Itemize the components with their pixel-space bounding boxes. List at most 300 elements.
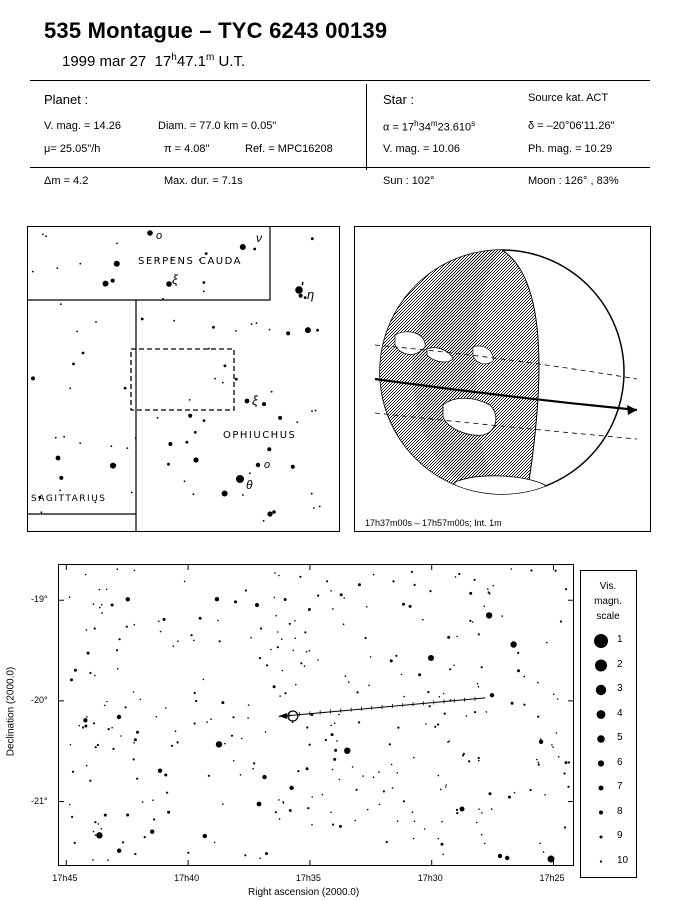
greek-theta: θ	[246, 478, 253, 492]
field-star	[565, 588, 567, 590]
field-star	[568, 761, 570, 763]
field-star	[266, 664, 268, 666]
field-star	[469, 592, 472, 595]
field-star	[348, 681, 350, 683]
field-star	[98, 823, 100, 825]
planet-mu: μ= 25.05"/h	[44, 143, 101, 155]
finder-star	[42, 234, 44, 236]
finder-bright-star	[256, 463, 260, 467]
finder-star	[40, 511, 42, 513]
field-star	[555, 570, 557, 572]
field-star	[150, 830, 154, 834]
field-star	[199, 617, 202, 620]
finder-star	[305, 327, 311, 333]
field-star	[560, 620, 562, 622]
field-star	[101, 612, 103, 614]
field-star	[262, 775, 266, 779]
field-star	[373, 574, 375, 576]
field-star	[484, 605, 486, 607]
field-star	[279, 695, 281, 697]
field-star	[505, 856, 509, 860]
field-star	[501, 615, 503, 617]
field-star	[224, 743, 226, 745]
field-star	[413, 757, 415, 759]
field-star	[517, 669, 520, 672]
field-star	[546, 642, 548, 644]
field-star	[106, 589, 108, 591]
field-star	[99, 589, 101, 591]
field-star	[104, 814, 107, 817]
field-star	[93, 722, 95, 724]
bright-field-star	[460, 807, 465, 812]
field-star	[565, 761, 568, 764]
field-star	[397, 727, 399, 729]
scale-magnitude-label: 2	[617, 658, 623, 670]
alpha-h-sup: h	[414, 119, 419, 128]
field-star	[107, 859, 109, 861]
field-star	[317, 659, 319, 661]
field-star	[253, 762, 255, 764]
field-star	[311, 824, 313, 826]
field-star	[177, 741, 179, 743]
field-star	[294, 620, 296, 622]
field-star	[537, 716, 539, 718]
field-star	[231, 735, 233, 737]
field-star	[94, 675, 96, 677]
finder-star	[124, 387, 127, 390]
finder-star	[311, 410, 313, 412]
field-star	[478, 808, 480, 810]
finder-star	[72, 363, 75, 366]
field-star	[370, 656, 372, 658]
planet-parallax: π = 4.08"	[164, 143, 210, 155]
field-star	[362, 775, 364, 777]
planet-heading: Planet :	[44, 92, 89, 107]
field-star	[278, 575, 280, 577]
x-tick-label: 17h35	[295, 873, 321, 883]
greek-xi-ophiuchus: ξ	[252, 393, 258, 408]
scale-dot	[599, 786, 604, 791]
summary-rule	[30, 167, 650, 168]
max-duration: Max. dur. = 7.1s	[164, 175, 243, 187]
field-star	[112, 748, 114, 750]
field-star	[133, 742, 135, 744]
star-source: Source kat. ACT	[528, 92, 609, 104]
detail-chart-svg	[59, 565, 573, 865]
field-star	[339, 825, 342, 828]
field-star	[233, 760, 235, 762]
field-star	[84, 725, 87, 728]
field-star	[344, 748, 350, 754]
field-star	[365, 637, 367, 639]
scale-magnitude-label: 8	[617, 805, 623, 817]
finder-star	[114, 261, 120, 267]
scale-dot	[600, 860, 602, 862]
field-star	[275, 615, 277, 617]
field-star	[265, 852, 268, 855]
field-star	[265, 731, 267, 733]
field-star	[252, 768, 254, 770]
field-star	[551, 744, 553, 746]
bright-field-star	[117, 715, 121, 719]
field-star	[331, 733, 334, 736]
field-star	[429, 705, 431, 707]
finder-star	[249, 472, 251, 474]
star-phmag: Ph. mag. = 10.29	[528, 143, 613, 155]
scale-dots	[581, 571, 635, 876]
field-star	[332, 608, 334, 610]
sun-elongation: Sun : 102°	[383, 175, 435, 187]
field-star	[277, 646, 279, 648]
field-star	[383, 790, 385, 792]
field-star	[82, 726, 84, 728]
field-star	[458, 573, 460, 575]
field-star	[284, 692, 286, 694]
field-star	[334, 723, 336, 725]
bright-field-star	[257, 802, 262, 807]
finder-star	[286, 331, 290, 335]
greek-omicron-ophiuchus: o	[264, 459, 271, 471]
finder-star	[242, 494, 244, 496]
field-star	[158, 621, 160, 623]
field-star	[434, 726, 436, 728]
field-star	[414, 821, 416, 823]
field-star	[538, 764, 540, 766]
field-star	[187, 852, 189, 854]
scale-magnitude-label: 1	[617, 634, 623, 645]
field-star	[89, 780, 91, 782]
x-tick-label: 17h30	[417, 873, 443, 883]
finder-star	[185, 441, 188, 444]
field-star	[289, 786, 293, 790]
field-star	[184, 581, 186, 583]
finder-star	[194, 431, 197, 434]
field-star	[392, 580, 394, 582]
field-star	[397, 772, 399, 774]
field-star	[544, 794, 546, 796]
field-star	[206, 721, 208, 723]
field-star	[120, 735, 122, 737]
field-star	[558, 756, 560, 758]
scale-magnitude-label: 9	[617, 830, 623, 841]
field-star	[403, 696, 405, 698]
info-divider	[366, 84, 367, 170]
finder-star	[95, 321, 97, 323]
field-star	[247, 717, 249, 719]
field-star	[164, 774, 167, 777]
field-star	[358, 583, 361, 586]
field-star	[481, 812, 483, 814]
alpha-seconds: 23.610	[437, 121, 472, 134]
field-star	[94, 821, 96, 823]
field-star	[536, 759, 538, 761]
field-star	[111, 727, 113, 729]
field-star	[468, 760, 470, 762]
field-star	[334, 749, 337, 752]
finder-star	[235, 378, 238, 381]
finder-star	[45, 235, 47, 237]
field-star	[427, 691, 429, 693]
field-star	[455, 576, 457, 578]
field-star	[354, 820, 356, 822]
finder-star	[222, 491, 228, 497]
finder-star	[203, 419, 206, 422]
field-star	[456, 636, 458, 638]
finder-star	[302, 282, 304, 284]
field-star	[356, 691, 358, 693]
finder-star	[168, 442, 172, 446]
detail-chart	[58, 564, 574, 866]
field-star	[425, 723, 427, 725]
field-star	[104, 705, 106, 707]
field-star	[177, 640, 179, 642]
finder-star	[76, 331, 78, 333]
field-star	[429, 590, 431, 592]
field-star	[214, 842, 216, 844]
finder-star	[32, 271, 34, 273]
finder-star	[224, 364, 227, 367]
finder-star	[167, 463, 170, 466]
field-star	[158, 769, 162, 773]
field-star	[175, 730, 177, 732]
finder-star	[311, 237, 314, 240]
field-star	[484, 843, 486, 845]
field-star	[309, 744, 311, 746]
finder-star	[296, 421, 298, 423]
scale-dot	[600, 836, 603, 839]
night-hemisphere	[355, 250, 539, 494]
globe-svg	[355, 227, 650, 531]
field-star	[232, 716, 234, 718]
field-star	[478, 760, 480, 762]
field-star	[411, 571, 413, 573]
field-star	[193, 640, 195, 642]
finder-star	[55, 437, 57, 439]
finder-star	[240, 244, 246, 250]
field-star	[442, 854, 444, 856]
field-star	[134, 570, 136, 572]
field-star	[389, 743, 391, 745]
globe-caption: 17h37m00s – 17h57m00s; Int. 1m	[365, 518, 502, 528]
event-date: 1999 mar 27	[62, 53, 147, 70]
field-star	[437, 723, 439, 725]
field-star	[203, 679, 205, 681]
field-star	[330, 590, 332, 592]
finder-star	[311, 493, 313, 495]
field-star	[336, 740, 338, 742]
header-rule	[30, 80, 650, 81]
field-star	[443, 693, 445, 695]
finder-star	[189, 399, 191, 401]
field-star	[165, 707, 167, 709]
field-star	[530, 789, 532, 791]
field-star	[86, 629, 88, 631]
finder-star	[256, 322, 258, 324]
star-delta: δ = –20°06'11.26"	[528, 120, 615, 132]
field-star	[274, 572, 276, 574]
finder-star	[184, 480, 186, 482]
field-star	[397, 820, 399, 822]
field-star	[345, 675, 347, 677]
field-star	[438, 838, 440, 840]
field-star	[340, 593, 343, 596]
asteroid-track	[279, 697, 485, 721]
field-star	[474, 711, 476, 713]
field-star	[108, 728, 110, 730]
field-star	[74, 669, 77, 672]
field-star	[153, 818, 155, 820]
finder-bright-star	[193, 457, 198, 462]
field-star	[563, 772, 565, 774]
finder-star	[131, 492, 133, 494]
label-sagittarius: SAGITTARIUS	[31, 494, 107, 504]
field-star	[386, 841, 388, 843]
field-star	[85, 574, 87, 576]
field-star	[295, 684, 297, 686]
finder-star	[193, 493, 195, 495]
field-star	[304, 631, 306, 633]
field-star	[136, 731, 139, 734]
finder-star	[278, 416, 282, 420]
field-star	[87, 652, 90, 655]
scale-title-line: magn.	[594, 596, 622, 607]
field-star	[368, 685, 370, 687]
field-star	[343, 623, 345, 625]
field-star	[322, 794, 324, 796]
field-star	[378, 771, 380, 773]
field-star	[126, 815, 128, 817]
field-star	[481, 666, 483, 668]
field-star	[330, 725, 332, 727]
finder-star	[115, 464, 117, 466]
moon-elongation: Moon : 126° , 83%	[528, 175, 619, 187]
scale-magnitude-label: 4	[617, 707, 623, 719]
field-star	[300, 662, 302, 664]
field-star	[517, 652, 519, 654]
scale-magnitude-label: 3	[617, 683, 623, 694]
field-star	[456, 809, 458, 811]
finder-star	[111, 279, 115, 283]
finder-star	[315, 410, 317, 412]
field-star	[297, 770, 299, 772]
field-star	[493, 585, 495, 587]
x-tick-label: 17h40	[174, 873, 200, 883]
field-star	[438, 775, 440, 777]
field-star	[86, 716, 88, 718]
field-star	[166, 792, 168, 794]
finder-star	[69, 387, 71, 389]
field-star	[440, 789, 442, 791]
field-star	[117, 849, 121, 853]
finder-bright-star	[56, 456, 61, 461]
field-star	[486, 711, 488, 713]
field-star	[69, 596, 71, 598]
field-star	[413, 838, 415, 840]
field-star	[195, 700, 197, 702]
greek-nu: ν	[256, 231, 262, 245]
finder-star	[235, 330, 237, 332]
field-star	[173, 645, 175, 647]
field-star	[567, 786, 569, 788]
field-star	[552, 746, 554, 748]
field-star	[245, 589, 247, 591]
label-ophiuchus: OPHIUCHUS	[223, 430, 297, 441]
field-star	[556, 732, 558, 734]
hour-sup: h	[171, 52, 177, 63]
page-title: 535 Montague – TYC 6243 00139	[44, 18, 388, 43]
scale-dot	[599, 811, 603, 815]
field-star	[395, 655, 397, 657]
field-star	[240, 774, 242, 776]
scale-dot	[597, 710, 606, 719]
event-minute: 47.1	[176, 53, 207, 70]
field-star	[70, 744, 72, 746]
field-star	[390, 659, 393, 662]
field-star	[292, 722, 294, 724]
field-star	[299, 576, 301, 578]
finder-star	[103, 281, 109, 287]
field-star	[93, 603, 95, 605]
field-star	[136, 778, 138, 780]
finder-star	[203, 290, 205, 292]
field-star	[93, 831, 95, 833]
field-star	[259, 657, 261, 659]
finder-star	[157, 417, 159, 419]
finder-star	[316, 329, 319, 332]
finder-star	[267, 447, 271, 451]
scale-dot	[594, 634, 608, 648]
field-star	[117, 568, 119, 570]
field-star	[339, 779, 341, 781]
finder-star	[63, 436, 65, 438]
alpha-m-sup: m	[430, 119, 438, 128]
field-star	[491, 808, 493, 810]
field-star	[293, 650, 295, 652]
finder-chart	[27, 226, 340, 532]
field-star	[317, 595, 319, 597]
field-star	[270, 649, 272, 651]
event-datetime	[62, 52, 245, 70]
field-star	[111, 604, 114, 607]
field-star	[445, 786, 447, 788]
field-star	[106, 701, 108, 703]
finder-star	[319, 506, 321, 508]
field-star	[125, 706, 127, 708]
finder-star	[79, 442, 81, 444]
field-star	[456, 812, 458, 814]
alpha-minutes: 34	[418, 121, 431, 134]
finder-star	[60, 303, 62, 305]
shadow-path-arrow	[627, 405, 637, 415]
field-star	[352, 766, 354, 768]
field-star	[119, 638, 121, 640]
star-alpha	[383, 119, 475, 134]
field-star	[477, 683, 479, 685]
finder-star	[302, 284, 304, 286]
field-star	[373, 776, 375, 778]
field-star	[217, 620, 219, 622]
field-star	[167, 811, 170, 814]
field-star	[86, 765, 88, 767]
field-star	[275, 811, 277, 813]
field-star	[330, 812, 332, 814]
field-star	[309, 650, 311, 652]
finder-star	[59, 490, 61, 492]
field-star	[508, 796, 511, 799]
bright-field-star	[498, 854, 502, 858]
finder-star	[253, 248, 256, 251]
field-star	[160, 631, 162, 633]
